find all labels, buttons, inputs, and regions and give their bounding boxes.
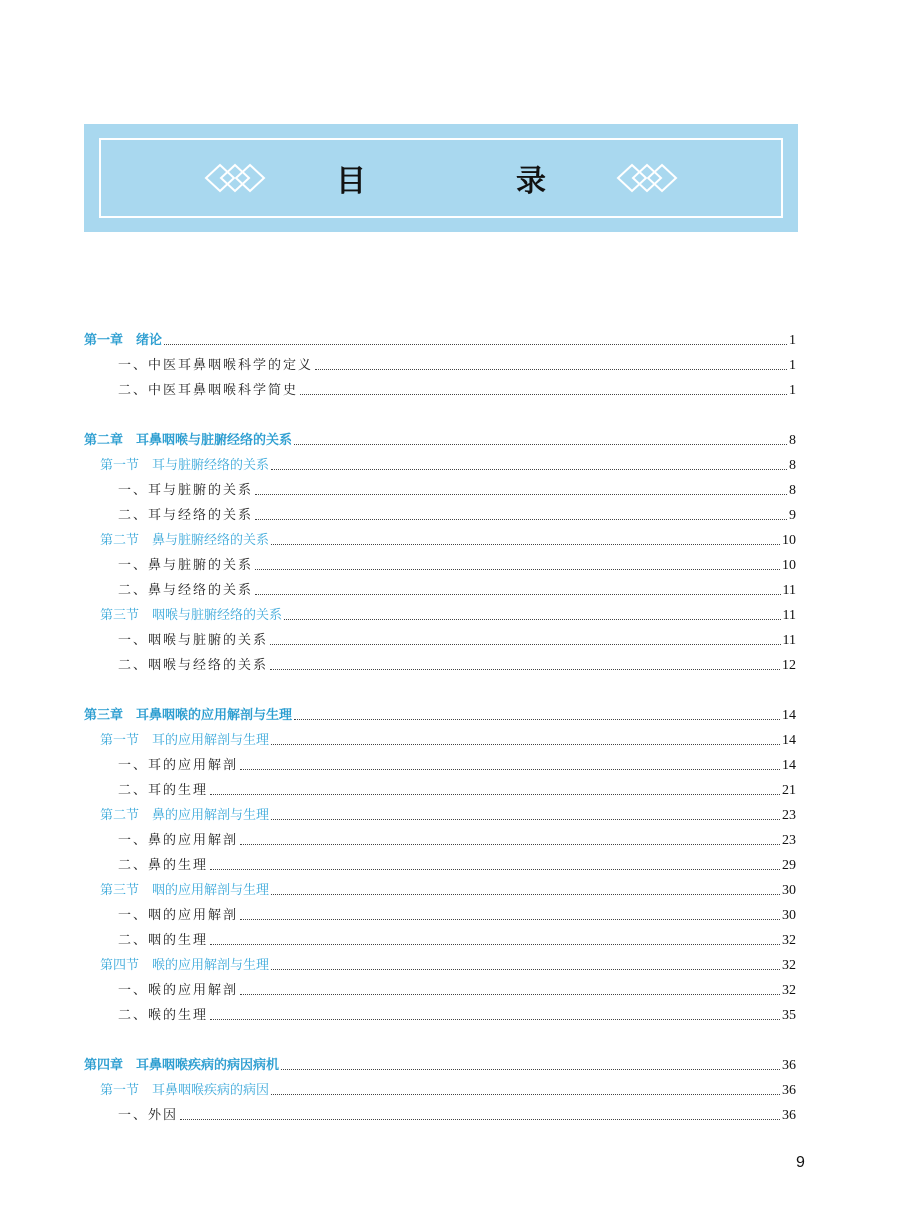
entry-page: 10	[782, 533, 796, 548]
entry-title: 二、中医耳鼻咽喉科学简史	[118, 383, 299, 398]
dot-leader	[210, 944, 780, 945]
entry-page: 23	[782, 833, 796, 848]
entry-page: 14	[782, 758, 796, 773]
dot-leader	[281, 1069, 780, 1070]
toc-item-entry[interactable]	[84, 574, 796, 599]
toc-item-entry[interactable]	[84, 474, 796, 499]
dot-leader	[271, 1094, 780, 1095]
toc-item-entry[interactable]	[84, 849, 796, 874]
toc-item-entry[interactable]	[84, 349, 796, 374]
dot-leader	[271, 819, 780, 820]
toc-section-entry[interactable]	[84, 524, 796, 549]
entry-page: 1	[789, 333, 796, 348]
diamond-chain-icon	[204, 163, 266, 193]
entry-title: 二、耳的生理	[118, 783, 209, 798]
toc-banner	[84, 124, 798, 232]
entry-title: 一、中医耳鼻咽喉科学的定义	[118, 358, 314, 373]
diamond-chain-icon	[616, 163, 678, 193]
dot-leader	[210, 794, 780, 795]
page-number: 9	[796, 1154, 805, 1171]
banner-frame	[99, 138, 783, 218]
entry-page: 8	[789, 433, 796, 448]
entry-title: 第二节 鼻与脏腑经络的关系	[100, 533, 270, 548]
dot-leader	[271, 969, 780, 970]
entry-title: 一、外因	[118, 1108, 179, 1123]
dot-leader	[270, 644, 781, 645]
dot-leader	[180, 1119, 780, 1120]
toc-chapter-entry[interactable]	[84, 324, 796, 349]
entry-page: 35	[782, 1008, 796, 1023]
entry-page: 29	[782, 858, 796, 873]
dot-leader	[271, 544, 780, 545]
dot-leader	[255, 494, 787, 495]
spacer	[84, 399, 796, 424]
entry-title: 一、鼻与脏腑的关系	[118, 558, 254, 573]
toc-item-entry[interactable]	[84, 1099, 796, 1124]
table-of-contents	[84, 324, 796, 1124]
entry-title: 第四章 耳鼻咽喉疾病的病因病机	[84, 1058, 280, 1073]
entry-title: 第二章 耳鼻咽喉与脏腑经络的关系	[84, 433, 293, 448]
toc-section-entry[interactable]	[84, 449, 796, 474]
toc-item-entry[interactable]	[84, 549, 796, 574]
entry-title: 一、耳的应用解剖	[118, 758, 239, 773]
entry-title: 第四节 喉的应用解剖与生理	[100, 958, 270, 973]
toc-section-entry[interactable]	[84, 724, 796, 749]
dot-leader	[240, 994, 780, 995]
entry-title: 一、鼻的应用解剖	[118, 833, 239, 848]
toc-item-entry[interactable]	[84, 499, 796, 524]
dot-leader	[255, 569, 780, 570]
toc-item-entry[interactable]	[84, 974, 796, 999]
toc-section-entry[interactable]	[84, 799, 796, 824]
entry-page: 36	[782, 1083, 796, 1098]
entry-page: 1	[789, 358, 796, 373]
toc-section-entry[interactable]	[84, 949, 796, 974]
dot-leader	[270, 669, 780, 670]
entry-title: 一、喉的应用解剖	[118, 983, 239, 998]
entry-page: 1	[789, 383, 796, 398]
entry-page: 8	[789, 458, 796, 473]
dot-leader	[294, 444, 787, 445]
dot-leader	[240, 844, 780, 845]
entry-title: 二、耳与经络的关系	[118, 508, 254, 523]
dot-leader	[315, 369, 787, 370]
entry-page: 32	[782, 958, 796, 973]
entry-page: 10	[782, 558, 796, 573]
entry-page: 32	[782, 933, 796, 948]
toc-item-entry[interactable]	[84, 749, 796, 774]
entry-title: 一、咽喉与脏腑的关系	[118, 633, 269, 648]
toc-chapter-entry[interactable]	[84, 699, 796, 724]
dot-leader	[255, 519, 787, 520]
dot-leader	[284, 619, 781, 620]
dot-leader	[271, 469, 787, 470]
entry-page: 14	[782, 733, 796, 748]
entry-title: 第一节 耳的应用解剖与生理	[100, 733, 270, 748]
entry-page: 11	[782, 583, 796, 598]
entry-page: 23	[782, 808, 796, 823]
dot-leader	[240, 919, 780, 920]
page-title: 目 录	[336, 164, 606, 199]
entry-title: 二、咽的生理	[118, 933, 209, 948]
toc-chapter-entry[interactable]	[84, 1049, 796, 1074]
entry-page: 36	[782, 1108, 796, 1123]
dot-leader	[294, 719, 780, 720]
dot-leader	[210, 869, 780, 870]
entry-page: 12	[782, 658, 796, 673]
toc-item-entry[interactable]	[84, 374, 796, 399]
dot-leader	[271, 894, 780, 895]
entry-page: 21	[782, 783, 796, 798]
dot-leader	[210, 1019, 780, 1020]
entry-page: 14	[782, 708, 796, 723]
toc-item-entry[interactable]	[84, 624, 796, 649]
entry-page: 30	[782, 908, 796, 923]
entry-title: 二、鼻的生理	[118, 858, 209, 873]
entry-title: 二、鼻与经络的关系	[118, 583, 254, 598]
entry-title: 第三节 咽喉与脏腑经络的关系	[100, 608, 283, 623]
dot-leader	[240, 769, 780, 770]
toc-item-entry[interactable]	[84, 774, 796, 799]
entry-title: 第一节 耳与脏腑经络的关系	[100, 458, 270, 473]
toc-section-entry[interactable]	[84, 874, 796, 899]
entry-page: 30	[782, 883, 796, 898]
dot-leader	[255, 594, 781, 595]
toc-chapter-entry[interactable]	[84, 424, 796, 449]
entry-title: 第二节 鼻的应用解剖与生理	[100, 808, 270, 823]
entry-title: 一、耳与脏腑的关系	[118, 483, 254, 498]
toc-section-entry[interactable]	[84, 599, 796, 624]
entry-title: 第三节 咽的应用解剖与生理	[100, 883, 270, 898]
entry-title: 第三章 耳鼻咽喉的应用解剖与生理	[84, 708, 293, 723]
dot-leader	[164, 344, 787, 345]
toc-item-entry[interactable]	[84, 999, 796, 1024]
entry-page: 32	[782, 983, 796, 998]
entry-title: 二、喉的生理	[118, 1008, 209, 1023]
entry-title: 二、咽喉与经络的关系	[118, 658, 269, 673]
entry-title: 第一节 耳鼻咽喉疾病的病因	[100, 1083, 270, 1098]
entry-page: 9	[789, 508, 796, 523]
spacer	[84, 674, 796, 699]
toc-item-entry[interactable]	[84, 824, 796, 849]
entry-page: 11	[782, 633, 796, 648]
entry-title: 一、咽的应用解剖	[118, 908, 239, 923]
toc-item-entry[interactable]	[84, 924, 796, 949]
entry-title: 第一章 绪论	[84, 333, 163, 348]
spacer	[84, 1024, 796, 1049]
entry-page: 11	[782, 608, 796, 623]
toc-item-entry[interactable]	[84, 899, 796, 924]
toc-item-entry[interactable]	[84, 649, 796, 674]
entry-page: 36	[782, 1058, 796, 1073]
entry-page: 8	[789, 483, 796, 498]
toc-section-entry[interactable]	[84, 1074, 796, 1099]
dot-leader	[271, 744, 780, 745]
dot-leader	[300, 394, 787, 395]
